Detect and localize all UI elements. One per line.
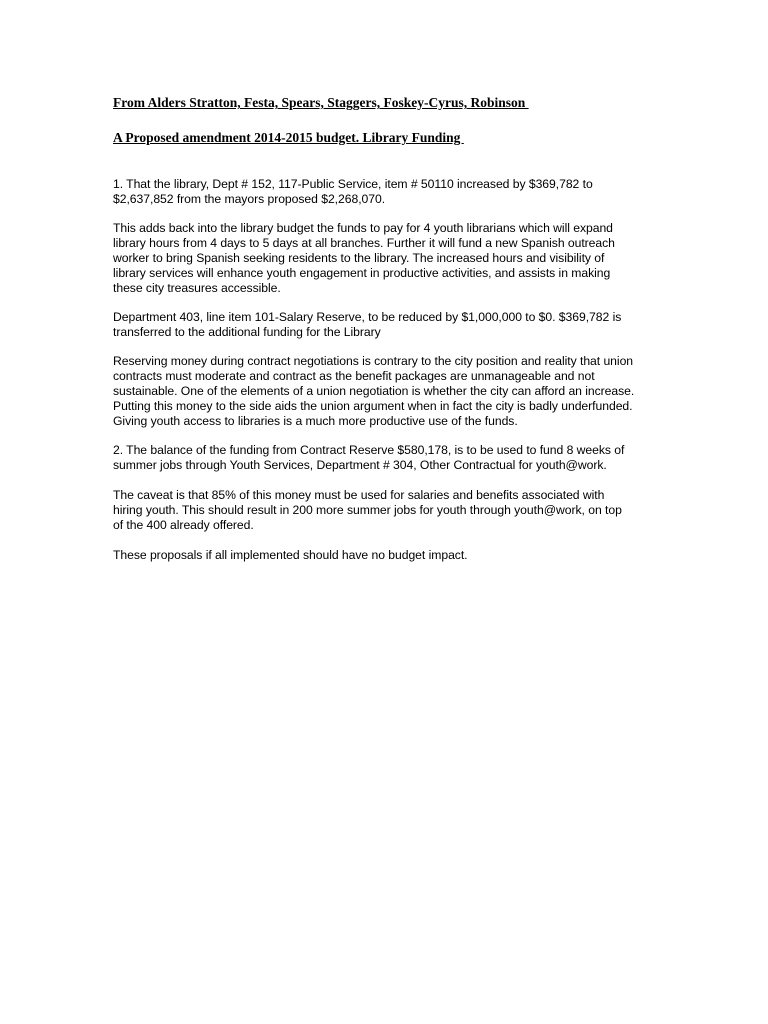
text-line: these city treasures accessible. bbox=[113, 281, 281, 295]
text-line: worker to bring Spanish seeking residents to the library. The increased hours and visibility of bbox=[113, 251, 605, 265]
paragraph-library-increase bbox=[113, 177, 658, 207]
text-line: Giving youth access to libraries is a much more productive use of the funds. bbox=[113, 414, 518, 428]
text-line: sustainable. One of the elements of a union negotiation is whether the city can afford an increase. bbox=[113, 384, 635, 398]
paragraph-caveat bbox=[113, 488, 658, 533]
paragraph-library-rationale bbox=[113, 221, 658, 296]
paragraph-reserve-rationale bbox=[113, 354, 658, 429]
paragraph-contract-reserve bbox=[113, 443, 658, 473]
text-line: summer jobs through Youth Services, Department # 304, Other Contractual for youth@work. bbox=[113, 458, 607, 472]
text-line: library hours from 4 days to 5 days at all branches. Further it will fund a new Spanish outreach bbox=[113, 236, 615, 250]
text-line: Reserving money during contract negotiations is contrary to the city position and reality that union bbox=[113, 354, 634, 368]
document-title: A Proposed amendment 2014-2015 budget. Library Funding bbox=[113, 130, 464, 145]
document-header: From Alders Stratton, Festa, Spears, Staggers, Foskey-Cyrus, Robinson bbox=[113, 95, 529, 110]
text-line: Putting this money to the side aids the union argument when in fact the city is badly underfunded. bbox=[113, 399, 633, 413]
text-line: library services will enhance youth engagement in productive activities, and assists in making bbox=[113, 266, 611, 280]
text-line: The caveat is that 85% of this money must be used for salaries and benefits associated with bbox=[113, 488, 605, 502]
text-line: $2,637,852 from the mayors proposed $2,268,070. bbox=[113, 192, 386, 206]
text-line: contracts must moderate and contract as the benefit packages are unmanageable and not bbox=[113, 369, 595, 383]
text-line: This adds back into the library budget the funds to pay for 4 youth librarians which will expand bbox=[113, 221, 613, 235]
text-line: 1. That the library, Dept # 152, 117-Public Service, item # 50110 increased by $369,782 to bbox=[113, 177, 593, 191]
text-line: 2. The balance of the funding from Contract Reserve $580,178, is to be used to fund 8 weeks of bbox=[113, 443, 625, 457]
text-line: transferred to the additional funding for the Library bbox=[113, 325, 381, 339]
text-line: These proposals if all implemented should have no budget impact. bbox=[113, 548, 468, 562]
paragraph-budget-impact bbox=[113, 548, 658, 563]
text-line: Department 403, line item 101-Salary Reserve, to be reduced by $1,000,000 to $0. $369,782 is bbox=[113, 310, 622, 324]
text-line: hiring youth. This should result in 200 more summer jobs for youth through youth@work, on top bbox=[113, 503, 622, 517]
paragraph-salary-reserve bbox=[113, 310, 658, 340]
text-line: of the 400 already offered. bbox=[113, 518, 254, 532]
